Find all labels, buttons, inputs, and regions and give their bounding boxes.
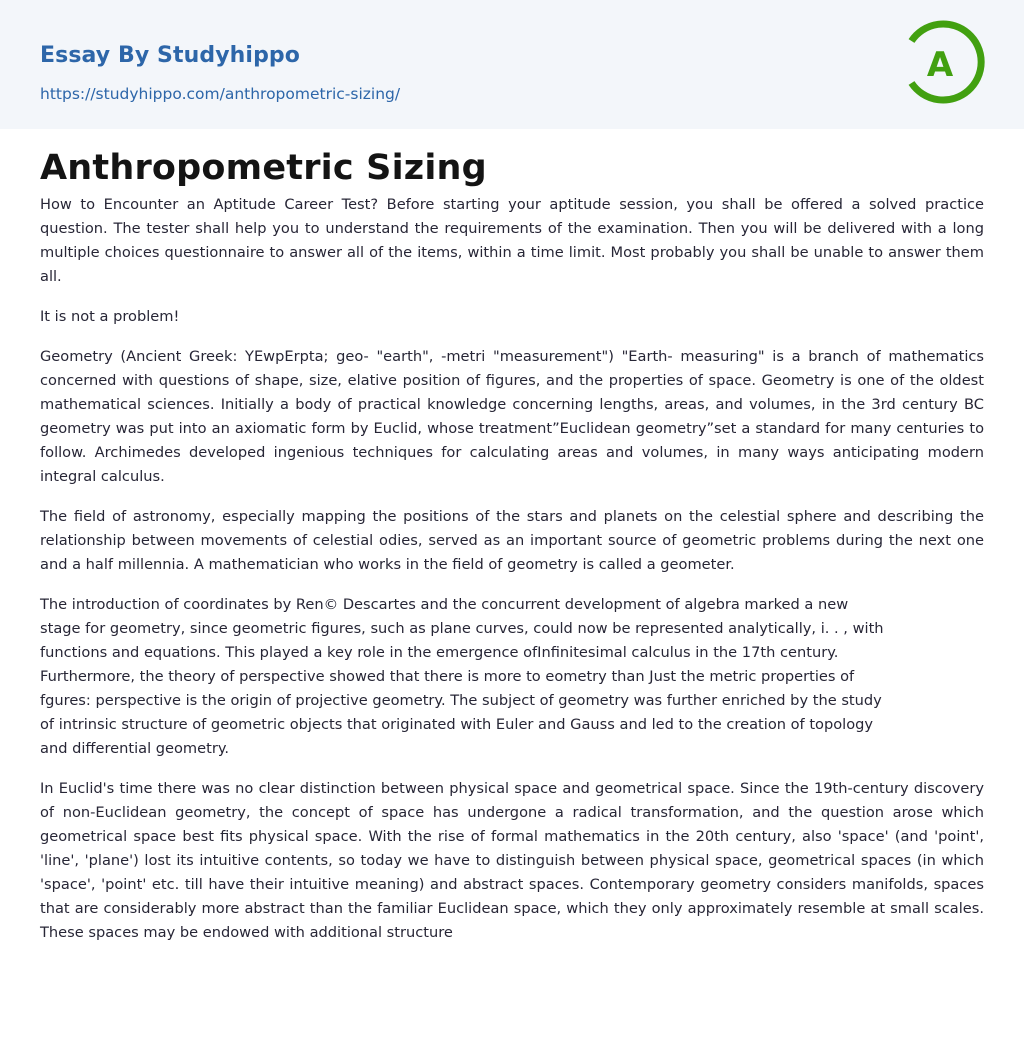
paragraph-line: Furthermore, the theory of perspective showed that there is more to eometry than Just the metric properties of bbox=[40, 668, 855, 685]
paragraph-line: functions and equations. This played a key role in the emergence ofInfinitesimal calculus in the 17th century. bbox=[40, 644, 839, 661]
paragraph-line: and differential geometry. bbox=[40, 740, 230, 757]
paragraph-astronomy: The field of astronomy, especially mapping the positions of the stars and planets on the celestial sphere and describing the relationship between movements of celestial odies, served as an important source of geometric problems during the next one and a half millennia. A mathematician who works in the field of geometry is called a geometer. bbox=[40, 508, 984, 573]
paragraph-line: fgures: perspective is the origin of projective geometry. The subject of geometry was further enriched by the study bbox=[40, 692, 882, 709]
paragraph-line: stage for geometry, since geometric figures, such as plane curves, could now be represented analytically, i. . , with bbox=[40, 620, 884, 637]
studyhippo-logo-icon[interactable] bbox=[900, 18, 988, 106]
paragraph-line: of intrinsic structure of geometric objects that originated with Euler and Gauss and led to the creation of topology bbox=[40, 716, 874, 733]
page-title: Anthropometric Sizing bbox=[40, 148, 487, 188]
logo-letter: A bbox=[926, 45, 954, 85]
paragraph-intro: How to Encounter an Aptitude Career Test? Before starting your aptitude session, you shall be offered a solved practice question. The tester shall help you to understand the requirements of the examination. Then you will be delivered with a long multiple choices questionnaire to answer all of the items, within a time limit. Most probably you shall be unable to answer them all. bbox=[40, 196, 984, 285]
brand-title: Essay By Studyhippo bbox=[40, 43, 300, 68]
site-header bbox=[0, 0, 1024, 129]
article bbox=[0, 129, 1024, 945]
paragraph-geometry-definition: Geometry (Ancient Greek: YEwpErpta; geo- "earth", -metri "measurement") "Earth- measuring" is a branch of mathematics concerned with questions of shape, size, elative position of figures, and the properties of space. Geometry is one of the oldest mathematical sciences. Initially a body of practical knowledge concerning lengths, areas, and volumes, in the 3rd century BC geometry was put into an axiomatic form by Euclid, whose treatment”Euclidean geometry”set a standard for many centuries to follow. Archimedes developed ingenious techniques for calculating areas and volumes, in many ways anticipating modern integral calculus. bbox=[40, 348, 984, 485]
paragraph-line: The introduction of coordinates by Ren© Descartes and the concurrent development of algebra marked a new bbox=[40, 596, 849, 613]
paragraph-coordinates bbox=[40, 593, 984, 761]
essay-url-link[interactable]: https://studyhippo.com/anthropometric-sizing/ bbox=[40, 85, 401, 103]
paragraph-euclid-space: In Euclid's time there was no clear distinction between physical space and geometrical space. Since the 19th-century discovery of non-Euclidean geometry, the concept of space has undergone a radical transformation, and the question arose which geometrical space best fits physical space. With the rise of formal mathematics in the 20th century, also 'space' (and 'point', 'line', 'plane') lost its intuitive contents, so today we have to distinguish between physical space, geometrical spaces (in which 'space', 'point' etc. till have their intuitive meaning) and abstract spaces. Contemporary geometry considers manifolds, spaces that are considerably more abstract than the familiar Euclidean space, which they only approximately resemble at small scales. These spaces may be endowed with additional structure bbox=[40, 780, 984, 941]
paragraph-not-a-problem: It is not a problem! bbox=[40, 308, 180, 325]
